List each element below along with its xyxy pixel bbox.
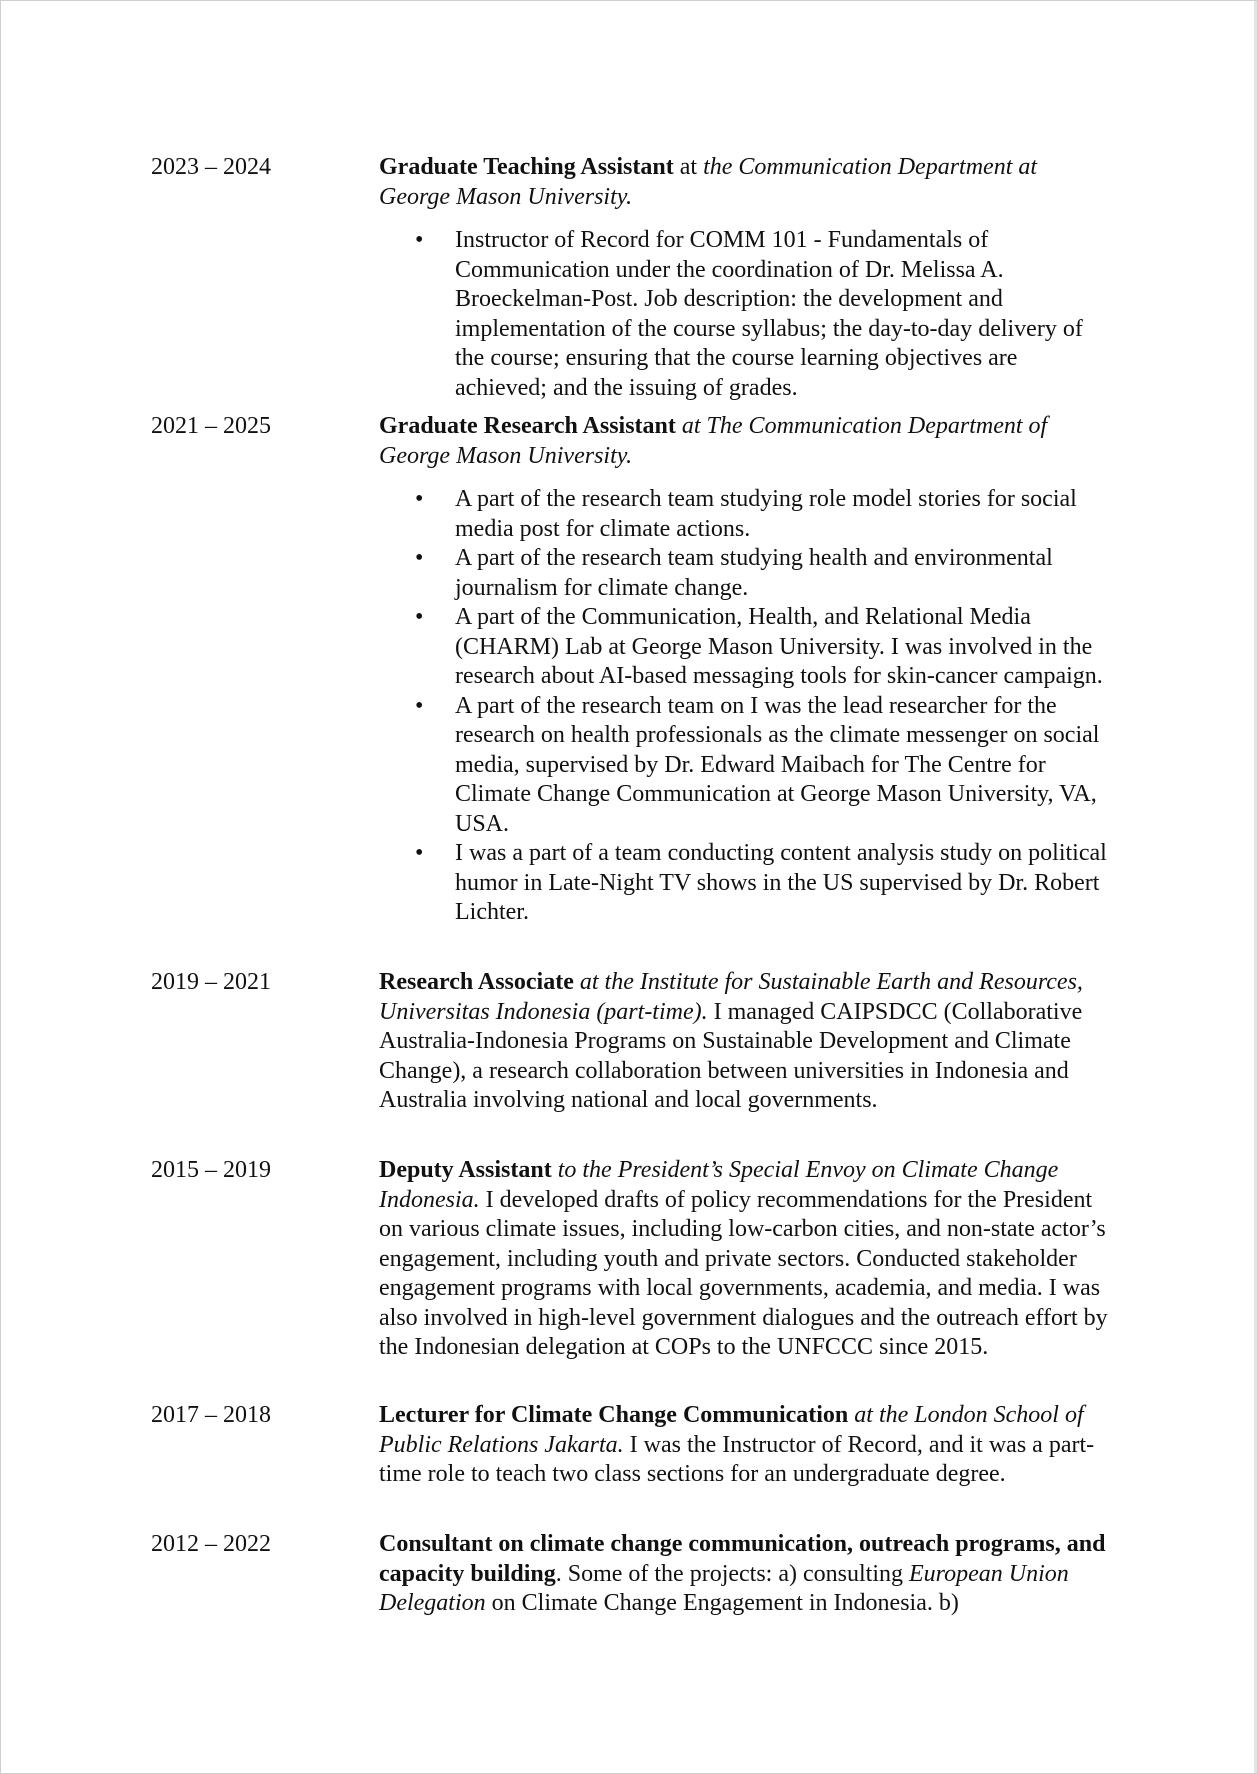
- entry-title: Graduate Research Assistant: [379, 413, 676, 439]
- cv-entry-deputy-assistant: [151, 1156, 1111, 1363]
- entry-body: [379, 412, 1111, 928]
- bullet-item: • I was a part of a team conducting content analysis study on political humor in Late-Night TV shows in the US supervised by Dr. Robert Lichter.: [455, 839, 1111, 928]
- bullet-item: • Instructor of Record for COMM 101 - Fundamentals of Communication under the coordination of Dr. Melissa A. Broeckelman-Post. Job description: the development and implementation of the course syllabus; the day-to-day delivery of the course; ensuring that the course learning objectives are achieved; and the issuing of grades.: [455, 226, 1111, 403]
- entry-title: Consultant on climate change communication, outreach programs, and capacity building: [379, 1531, 1106, 1587]
- entry-organization: the Communication Department at George Mason University: [379, 154, 1038, 210]
- entry-description: I managed CAIPSDCC (Collaborative Australia-Indonesia Programs on Sustainable Development and Climate Change), a research collaboration between universities in Indonesia and Australia involving national and local governments.: [379, 998, 1083, 1113]
- entry-body: [379, 1530, 1111, 1619]
- bullet-item: • A part of the research team on I was the lead researcher for the research on health professionals as the climate messenger on social media, supervised by Dr. Edward Maibach for The Centre for Climate Change Communication at George Mason University, VA, USA.: [455, 692, 1111, 840]
- entry-organization: to the President’s Special Envoy on Climate Change Indonesia.: [379, 1157, 1059, 1213]
- entry-date: 2019 – 2021: [151, 969, 271, 995]
- entry-paragraph: [379, 968, 1111, 1116]
- entry-bullet-list: [379, 226, 1111, 403]
- bullet-item: • A part of the research team studying health and environmental journalism for climate change.: [455, 544, 1111, 603]
- cv-entry-research-associate: [151, 968, 1111, 1116]
- entry-date: 2017 – 2018: [151, 1402, 271, 1428]
- entry-description-continued: on Climate Change Engagement in Indonesia. b): [485, 1590, 959, 1616]
- entry-organization: European Union Delegation: [379, 1560, 1069, 1616]
- entry-description: I was the Instructor of Record, and it was a part-time role to teach two class sections for an undergraduate degree.: [379, 1431, 1095, 1487]
- cv-entry-lecturer: [151, 1401, 1111, 1490]
- entry-connector: at: [673, 154, 704, 180]
- entry-heading: [379, 412, 1111, 471]
- entry-description: . Some of the projects: a) consulting: [555, 1560, 909, 1587]
- bullet-item: • A part of the Communication, Health, and Relational Media (CHARM) Lab at George Mason University. I was involved in the research about AI-based messaging tools for skin-cancer campaign.: [455, 603, 1111, 692]
- entry-bullet-list: [379, 485, 1111, 928]
- entry-paragraph: [379, 1530, 1111, 1619]
- entry-period: .: [626, 183, 633, 210]
- cv-entry-teaching-assistant: [151, 153, 1111, 403]
- entry-paragraph: [379, 1156, 1111, 1363]
- entry-date: 2021 – 2025: [151, 413, 271, 439]
- entry-title: Lecturer for Climate Change Communication: [379, 1402, 849, 1428]
- entry-title: Deputy Assistant: [379, 1157, 552, 1183]
- entry-body: [379, 968, 1111, 1116]
- entry-date: 2015 – 2019: [151, 1157, 271, 1183]
- entry-paragraph: [379, 1401, 1111, 1490]
- entry-organization: at the Institute for Sustainable Earth and Resources, Universitas Indonesia (part-time).: [379, 969, 1083, 1025]
- entry-title: Graduate Teaching Assistant: [379, 154, 674, 180]
- entry-description: I developed drafts of policy recommendations for the President on various climate issues, including low-carbon cities, and non-state actor’s engagement, including youth and private sectors. Conducted stakeholder engagement programs with local governments, academia, and media. I was also involved in high-level government dialogues and the outreach effort by the Indonesian delegation at COPs to the UNFCCC since 2015.: [379, 1186, 1108, 1360]
- cv-entry-research-assistant: [151, 412, 1111, 928]
- entry-organization: at The Communication Department of George Mason University.: [379, 413, 1048, 469]
- bullet-item: • A part of the research team studying role model stories for social media post for climate actions.: [455, 485, 1111, 544]
- entry-date: 2012 – 2022: [151, 1531, 271, 1557]
- entry-organization: at the London School of Public Relations Jakarta.: [379, 1402, 1084, 1458]
- entry-date: 2023 – 2024: [151, 154, 271, 180]
- entry-body: [379, 153, 1111, 403]
- cv-entry-consultant: [151, 1530, 1111, 1619]
- entry-heading: [379, 153, 1111, 212]
- entry-body: [379, 1156, 1111, 1363]
- entry-body: [379, 1401, 1111, 1490]
- entry-title: Research Associate: [379, 969, 574, 995]
